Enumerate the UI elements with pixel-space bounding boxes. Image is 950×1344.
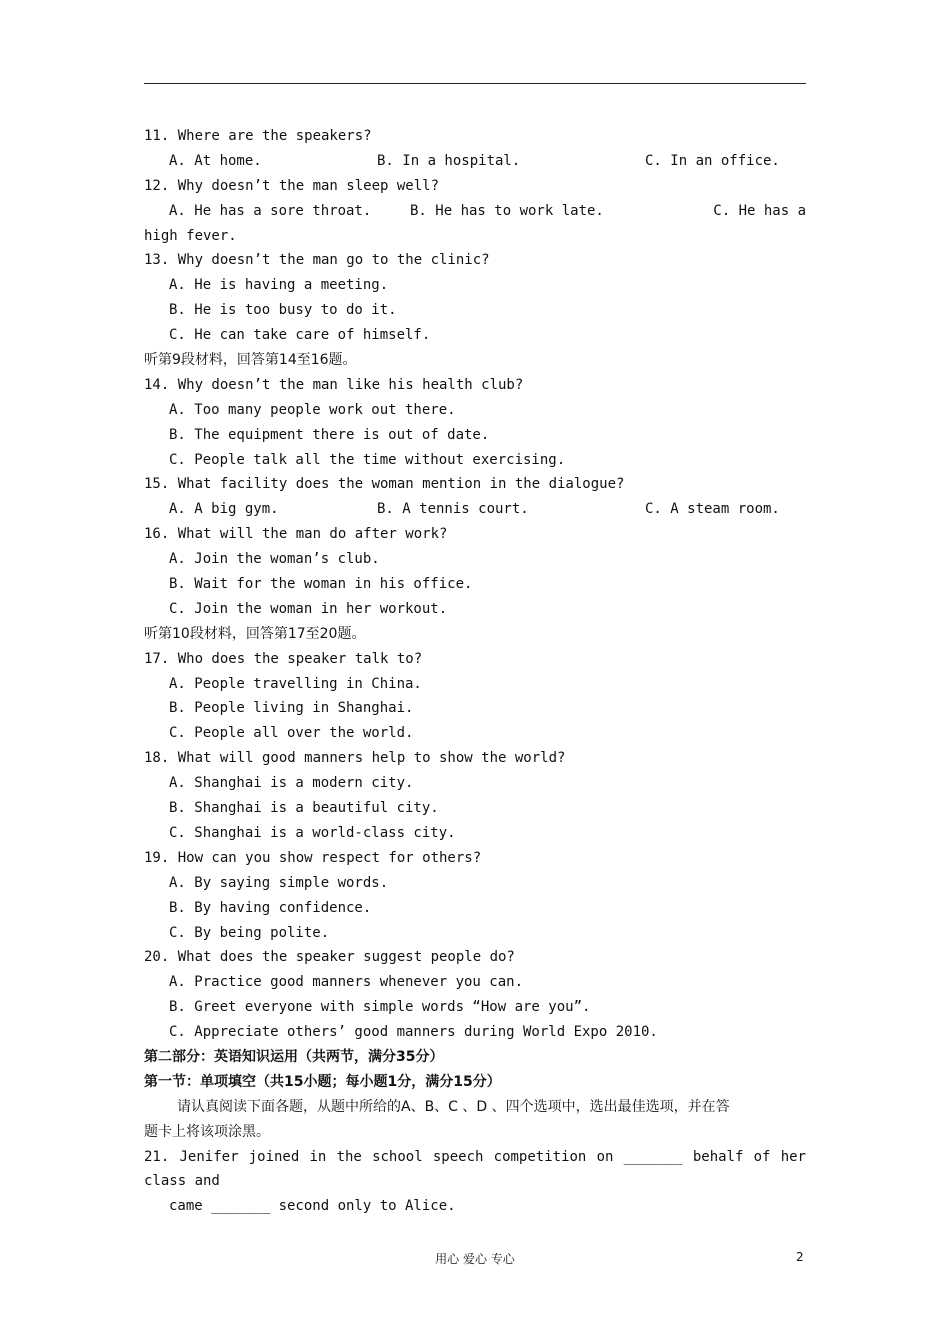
- option-b: B. People living in Shanghai.: [169, 700, 414, 717]
- option-b: B. He has to work late.: [410, 202, 604, 219]
- option-c: C. He can take care of himself.: [169, 327, 431, 344]
- question-18-stem: 18. What will good manners help to show the world?: [144, 750, 566, 767]
- option-a: A. Join the woman’s club.: [169, 551, 380, 568]
- page-footer: [0, 1248, 950, 1268]
- option-c: C. Appreciate others’ good manners during World Expo 2010.: [169, 1024, 658, 1041]
- option-b: B. Shanghai is a beautiful city.: [169, 800, 439, 817]
- option-c: C. People all over the world.: [169, 725, 414, 742]
- option-a: A. Shanghai is a modern city.: [169, 775, 414, 792]
- option-b: B. The equipment there is out of date.: [169, 426, 490, 443]
- instruction-line-1: 请认真阅读下面各题，从题中所给的A、B、C 、D 、四个选项中，选出最佳选项，并在答: [177, 1098, 730, 1115]
- option-c: C. Join the woman in her workout.: [169, 600, 448, 617]
- question-11-stem: 11. Where are the speakers?: [144, 128, 372, 144]
- question-20-stem: 20. What does the speaker suggest people do?: [144, 949, 515, 966]
- section-10-instruction: 听第10段材料，回答第17至20题。: [144, 625, 366, 642]
- option-c: C. By being polite.: [169, 924, 330, 941]
- question-16-stem: 16. What will the man do after work?: [144, 526, 448, 543]
- option-b: B. By having confidence.: [169, 899, 372, 916]
- question-13-stem: 13. Why doesn’t the man go to the clinic?: [144, 252, 490, 269]
- option-c: C. He has a: [713, 202, 806, 219]
- page-number: 2: [796, 1250, 804, 1264]
- question-21-line-3: came _______ second only to Alice.: [169, 1198, 456, 1215]
- option-a: A. He is having a meeting.: [169, 277, 389, 294]
- footer-motto: 用心 爱心 专心: [435, 1252, 515, 1266]
- section-1-heading: 第一节：单项填空（共15小题；每小题1分，满分15分）: [144, 1073, 501, 1090]
- option-c-continued: high fever.: [144, 227, 237, 244]
- option-a: A. People travelling in China.: [169, 675, 422, 692]
- question-15-stem: 15. What facility does the woman mention in the dialogue?: [144, 476, 625, 493]
- question-14-stem: 14. Why doesn’t the man like his health club?: [144, 376, 524, 393]
- question-11-options: [144, 149, 806, 174]
- question-17-stem: 17. Who does the speaker talk to?: [144, 650, 423, 667]
- option-c: C. A steam room.: [645, 501, 780, 518]
- option-c: C. Shanghai is a world-class city.: [169, 824, 456, 841]
- option-a: A. By saying simple words.: [169, 874, 389, 891]
- section-9-instruction: 听第9段材料，回答第14至16题。: [144, 352, 357, 369]
- option-b: B. In a hospital.: [377, 152, 521, 169]
- exam-page-content: [144, 124, 806, 1219]
- part-2-heading: 第二部分：英语知识运用（共两节，满分35分）: [144, 1048, 444, 1065]
- option-b: B. A tennis court.: [377, 501, 529, 518]
- question-12-stem: 12. Why doesn’t the man sleep well?: [144, 177, 440, 194]
- option-a: A. Too many people work out there.: [169, 401, 456, 418]
- header-rule: [144, 83, 806, 84]
- question-21-line-2: class and: [144, 1173, 220, 1190]
- option-c: C. In an office.: [645, 152, 780, 169]
- option-a: A. Practice good manners whenever you can.: [169, 974, 524, 991]
- question-15-options: [144, 497, 806, 522]
- question-12-options: [144, 199, 806, 224]
- option-a: A. A big gym.: [169, 501, 279, 518]
- option-c: C. People talk all the time without exercising.: [169, 451, 566, 468]
- option-b: B. He is too busy to do it.: [169, 302, 397, 319]
- option-b: B. Wait for the woman in his office.: [169, 576, 473, 593]
- option-a: A. He has a sore throat.: [169, 202, 372, 219]
- question-19-stem: 19. How can you show respect for others?: [144, 849, 482, 866]
- instruction-line-2: 题卡上将该项涂黑。: [144, 1123, 270, 1140]
- option-a: A. At home.: [169, 152, 262, 169]
- question-21-line-1: 21. Jenifer joined in the school speech competition on _______ behalf of her: [144, 1148, 806, 1165]
- option-b: B. Greet everyone with simple words “How are you”.: [169, 999, 591, 1016]
